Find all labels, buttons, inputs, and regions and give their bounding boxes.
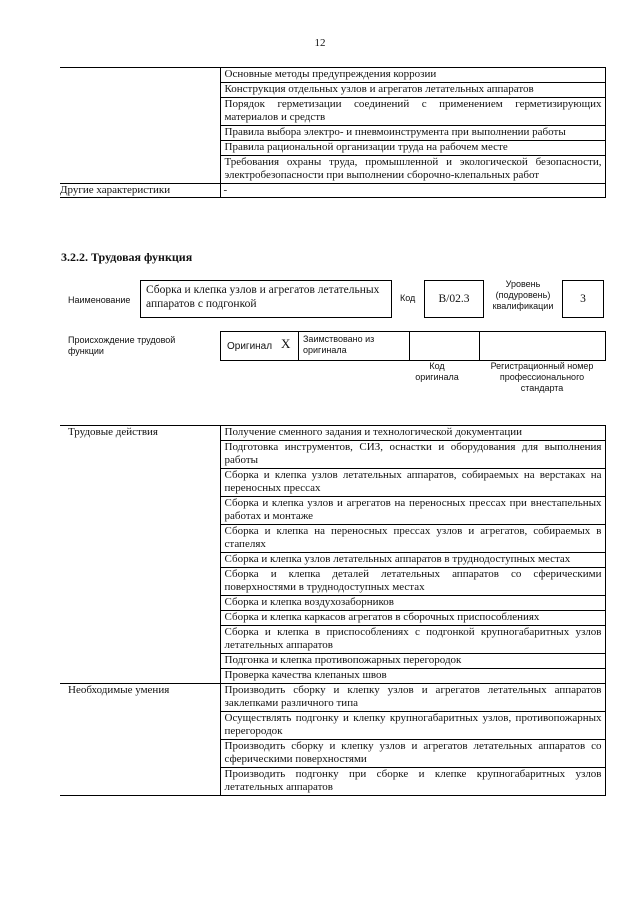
section-title: 3.2.2. Трудовая функция <box>61 250 193 264</box>
reg-number-caption: Регистрационный номер профессионального стандарта <box>490 361 594 393</box>
list-item: Подготовка инструментов, СИЗ, оснастки и оборудования для выполнения работы <box>221 441 605 469</box>
list-item: Осуществлять подгонку и клепку крупногабаритных узлов, противопожарных перегородок <box>221 712 605 740</box>
origin-row <box>220 331 606 361</box>
function-name: Сборка и клепка узлов и агрегатов летательных аппаратов с подгонкой <box>146 284 380 310</box>
level-box <box>562 280 604 318</box>
labor-actions-label: Трудовые действия <box>60 426 220 684</box>
original-mark: X <box>281 336 291 351</box>
list-item: Правила рациональной организации труда на рабочем месте <box>221 141 605 156</box>
name-box <box>140 280 392 318</box>
code-value: В/02.3 <box>438 293 470 305</box>
knowledge-table-continuation <box>60 67 606 198</box>
other-characteristics-label: Другие характеристики <box>60 184 220 198</box>
list-item: Основные методы предупреждения коррозии <box>221 68 605 83</box>
divider <box>298 332 299 360</box>
required-skills-list <box>220 684 605 796</box>
list-item: Сборка и клепка деталей летательных аппаратов со сферическими поверхностями в труднодоступных местах <box>221 568 605 596</box>
labor-function-table <box>60 425 606 796</box>
other-characteristics-value: - <box>220 184 605 198</box>
code-label: Код <box>400 293 416 303</box>
list-item: Сборка и клепка на переносных прессах узлов и агрегатов, собираемых в стапелях <box>221 525 605 553</box>
list-item: Сборка и клепка узлов и агрегатов на переносных прессах при внестапельных работах и монтаже <box>221 497 605 525</box>
origin-label: Происхождение трудовой функции <box>68 335 176 356</box>
list-item: Требования охраны труда, промышленной и экологической безопасности, электробезопасности при выполнении сборочно-клепальных работ <box>224 156 602 181</box>
required-skills-label: Необходимые умения <box>60 684 220 796</box>
list-item: Производить сборку и клепку узлов и агрегатов летательных аппаратов со сферическими поверхностями <box>221 740 605 768</box>
code-original-caption: Код оригинала <box>415 361 459 382</box>
list-item: Сборка и клепка воздухозаборников <box>221 596 605 611</box>
list-item: Проверка качества клепаных швов <box>224 669 387 681</box>
list-item: Сборка и клепка узлов летательных аппаратов, собираемых на верстаках на переносных прессах <box>221 469 605 497</box>
knowledge-list <box>220 68 605 184</box>
empty-label-cell <box>60 68 220 184</box>
list-item: Получение сменного задания и технологической документации <box>221 426 605 441</box>
original-label: Оригинал <box>227 341 273 352</box>
level-label: Уровень (подуровень) квалификации <box>492 279 554 311</box>
list-item: Правила выбора электро- и пневмоинструмента при выполнении работы <box>221 126 605 141</box>
list-item: Сборка и клепка каркасов агрегатов в сборочных приспособлениях <box>221 611 605 626</box>
list-item: Производить подгонку при сборке и клепке крупногабаритных узлов летательных аппаратов <box>224 768 602 793</box>
name-label: Наименование <box>68 295 131 305</box>
list-item: Конструкция отдельных узлов и агрегатов летательных аппаратов <box>221 83 605 98</box>
divider <box>479 332 480 360</box>
code-box <box>424 280 484 318</box>
level-value: 3 <box>580 293 586 305</box>
list-item: Сборка и клепка в приспособлениях с подгонкой крупногабаритных узлов летательных аппаратов <box>221 626 605 654</box>
borrowed-label: Заимствовано из оригинала <box>303 334 375 355</box>
page-number: 12 <box>314 37 326 49</box>
divider <box>409 332 410 360</box>
list-item: Сборка и клепка узлов летательных аппаратов в труднодоступных местах <box>221 553 605 568</box>
labor-actions-list <box>220 426 605 684</box>
list-item: Производить сборку и клепку узлов и агрегатов летательных аппаратов заклепками различного типа <box>221 684 605 712</box>
list-item: Подгонка и клепка противопожарных перегородок <box>221 654 605 669</box>
list-item: Порядок герметизации соединений с применением герметизирующих материалов и средств <box>221 98 605 126</box>
